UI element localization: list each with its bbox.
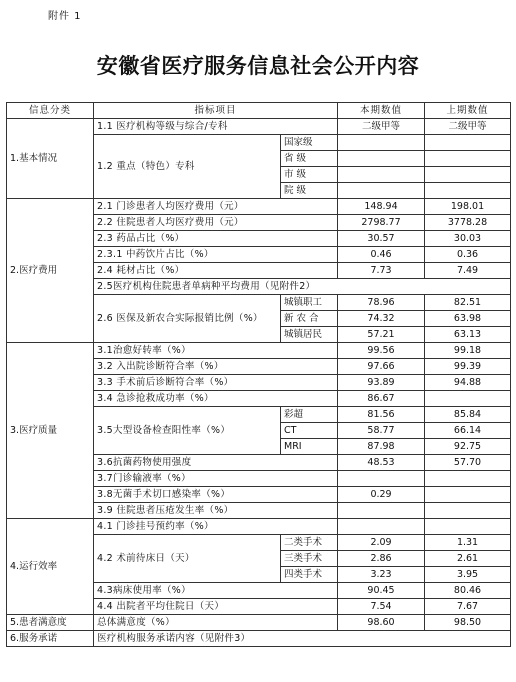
previous-value: [425, 519, 511, 535]
current-value: [338, 519, 425, 535]
subitem-cell: 市 级: [281, 167, 338, 183]
indicator-cell: 2.6 医保及新农合实际报销比例（%）: [94, 295, 281, 343]
previous-value: 99.39: [425, 359, 511, 375]
indicator-cell: 3.9 住院患者压疮发生率（%）: [94, 503, 338, 519]
current-value: 81.56: [338, 407, 425, 423]
category-cell: 3.医疗质量: [7, 343, 94, 519]
previous-value: 7.49: [425, 263, 511, 279]
current-value: 93.89: [338, 375, 425, 391]
indicator-cell: 4.4 出院者平均住院日（天）: [94, 599, 338, 615]
category-cell: 2.医疗费用: [7, 199, 94, 343]
current-value: 97.66: [338, 359, 425, 375]
indicator-cell: 3.8无菌手术切口感染率（%）: [94, 487, 338, 503]
current-value: 57.21: [338, 327, 425, 343]
previous-value: [425, 487, 511, 503]
current-value: 86.67: [338, 391, 425, 407]
subitem-cell: 四类手术: [281, 567, 338, 583]
current-value: 7.54: [338, 599, 425, 615]
page-title: 安徽省医疗服务信息社会公开内容: [96, 54, 420, 78]
current-value: 58.77: [338, 423, 425, 439]
header-row: [7, 103, 511, 119]
current-value: [338, 135, 425, 151]
subitem-cell: CT: [281, 423, 338, 439]
current-value: 3.23: [338, 567, 425, 583]
indicator-cell: 2.1 门诊患者人均医疗费用（元）: [94, 199, 338, 215]
current-value: 2.86: [338, 551, 425, 567]
subitem-cell: 国家级: [281, 135, 338, 151]
header-category: 信息分类: [7, 103, 94, 119]
indicator-cell: 3.6抗菌药物使用强度: [94, 455, 338, 471]
current-value: 0.29: [338, 487, 425, 503]
subitem-cell: 二类手术: [281, 535, 338, 551]
category-cell: 6.服务承诺: [7, 631, 94, 647]
current-value: [338, 471, 425, 487]
table-row: [7, 119, 511, 135]
previous-value: 30.03: [425, 231, 511, 247]
subitem-cell: 院 级: [281, 183, 338, 199]
current-value: 90.45: [338, 583, 425, 599]
current-value: 87.98: [338, 439, 425, 455]
current-value: 30.57: [338, 231, 425, 247]
header-current: 本期数值: [338, 103, 425, 119]
subitem-cell: 新 农 合: [281, 311, 338, 327]
indicator-cell: 3.1治愈好转率（%）: [94, 343, 338, 359]
current-value: 98.60: [338, 615, 425, 631]
subitem-cell: 省 级: [281, 151, 338, 167]
current-value: 二级甲等: [338, 119, 425, 135]
current-value: 48.53: [338, 455, 425, 471]
previous-value: 94.88: [425, 375, 511, 391]
previous-value: 63.98: [425, 311, 511, 327]
table-row: [7, 615, 511, 631]
previous-value: 7.67: [425, 599, 511, 615]
previous-value: 80.46: [425, 583, 511, 599]
previous-value: 0.36: [425, 247, 511, 263]
indicator-cell: 3.2 入出院诊断符合率（%）: [94, 359, 338, 375]
subitem-cell: 城镇居民: [281, 327, 338, 343]
previous-value: 二级甲等: [425, 119, 511, 135]
table-row: [7, 631, 511, 647]
previous-value: 99.18: [425, 343, 511, 359]
indicator-cell: 2.3 药品占比（%）: [94, 231, 338, 247]
previous-value: 85.84: [425, 407, 511, 423]
indicator-cell: 4.3病床使用率（%）: [94, 583, 338, 599]
table-row: [7, 343, 511, 359]
previous-value: 66.14: [425, 423, 511, 439]
subitem-cell: 城镇职工: [281, 295, 338, 311]
category-cell: 5.患者满意度: [7, 615, 94, 631]
previous-value: 63.13: [425, 327, 511, 343]
current-value: 2798.77: [338, 215, 425, 231]
subitem-cell: 三类手术: [281, 551, 338, 567]
previous-value: 198.01: [425, 199, 511, 215]
info-table: [6, 102, 511, 647]
previous-value: 3.95: [425, 567, 511, 583]
current-value: 2.09: [338, 535, 425, 551]
previous-value: [425, 151, 511, 167]
header-indicator: 指标项目: [94, 103, 338, 119]
current-value: 0.46: [338, 247, 425, 263]
current-value: [338, 167, 425, 183]
previous-value: [425, 503, 511, 519]
indicator-cell: 4.2 术前待床日（天）: [94, 535, 281, 583]
current-value: 148.94: [338, 199, 425, 215]
indicator-cell: 2.5医疗机构住院患者单病种平均费用（见附件2）: [94, 279, 511, 295]
previous-value: [425, 183, 511, 199]
current-value: [338, 183, 425, 199]
previous-value: [425, 167, 511, 183]
previous-value: [425, 471, 511, 487]
attachment-label: 附件 1: [48, 11, 82, 22]
indicator-cell: 3.7门诊输液率（%）: [94, 471, 338, 487]
indicator-cell: 2.4 耗材占比（%）: [94, 263, 338, 279]
current-value: [338, 151, 425, 167]
category-cell: 4.运行效率: [7, 519, 94, 615]
table-row: [7, 519, 511, 535]
table-row: [7, 199, 511, 215]
current-value: 7.73: [338, 263, 425, 279]
indicator-cell: 3.3 手术前后诊断符合率（%）: [94, 375, 338, 391]
previous-value: 2.61: [425, 551, 511, 567]
indicator-cell: 1.1 医疗机构等级与综合/专科: [94, 119, 338, 135]
category-cell: 1.基本情况: [7, 119, 94, 199]
subitem-cell: 彩超: [281, 407, 338, 423]
indicator-cell: 3.5大型设备检查阳性率（%）: [94, 407, 281, 455]
previous-value: 82.51: [425, 295, 511, 311]
indicator-cell: 3.4 急诊抢救成功率（%）: [94, 391, 338, 407]
indicator-cell: 医疗机构服务承诺内容（见附件3）: [94, 631, 511, 647]
previous-value: 3778.28: [425, 215, 511, 231]
indicator-cell: 2.3.1 中药饮片占比（%）: [94, 247, 338, 263]
previous-value: 98.50: [425, 615, 511, 631]
subitem-cell: MRI: [281, 439, 338, 455]
current-value: 99.56: [338, 343, 425, 359]
current-value: [338, 503, 425, 519]
header-previous: 上期数值: [425, 103, 511, 119]
previous-value: [425, 391, 511, 407]
indicator-cell: 总体满意度（%）: [94, 615, 338, 631]
current-value: 74.32: [338, 311, 425, 327]
indicator-cell: 4.1 门诊挂号预约率（%）: [94, 519, 338, 535]
indicator-cell: 1.2 重点（特色）专科: [94, 135, 281, 199]
current-value: 78.96: [338, 295, 425, 311]
previous-value: 1.31: [425, 535, 511, 551]
previous-value: 92.75: [425, 439, 511, 455]
previous-value: [425, 135, 511, 151]
previous-value: 57.70: [425, 455, 511, 471]
indicator-cell: 2.2 住院患者人均医疗费用（元）: [94, 215, 338, 231]
